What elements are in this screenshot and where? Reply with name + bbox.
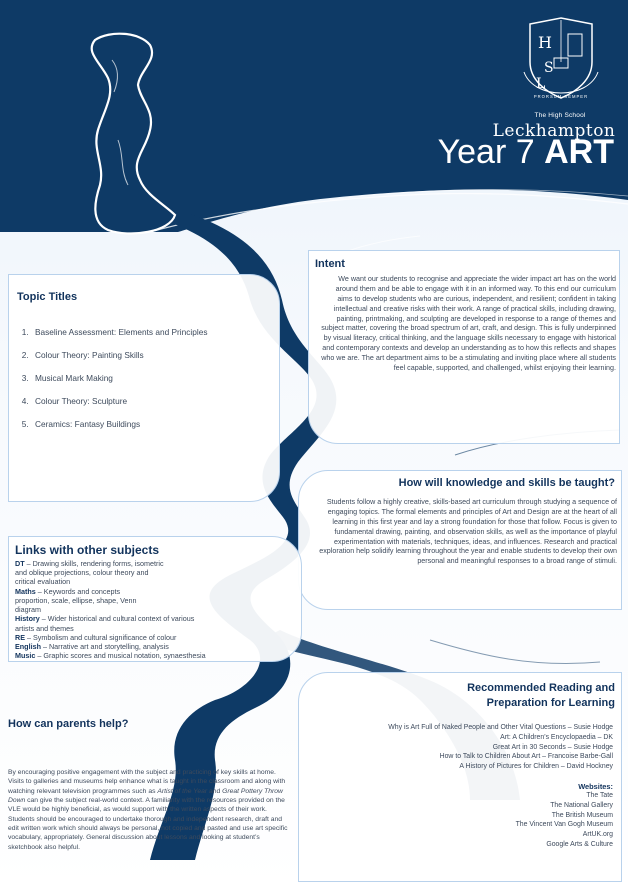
book-item: Art: A Children’s Encyclopaedia – DK xyxy=(500,733,613,741)
link-item: English – Narrative art and storytelling, analysis xyxy=(15,641,169,651)
book-item: A History of Pictures for Children – David Hockney xyxy=(459,763,613,771)
topic-item: 5. Ceramics: Fantasy Buildings xyxy=(31,419,291,429)
book-item: Why is Art Full of Naked People and Other Vital Questions – Susie Hodge xyxy=(388,724,613,731)
website-item: Google Arts & Culture xyxy=(546,840,613,848)
link-item: History – Wider historical and cultural context of various artists and themes xyxy=(15,614,195,633)
reading-title-line2: Preparation for Learning xyxy=(486,696,615,709)
reading-title xyxy=(467,681,615,711)
page-title-subject: ART xyxy=(544,133,614,171)
intent-body: We want our students to recognise and appreciate the wider impact art has on the world around them and be able to engage with it in an informed way. To this end our curriculum aims to develop students who are curious, independent, and resilient; confident in taking intellectual and creative risks with their work. A range of practical skills, including drawing, painting, printmaking, and sculpting are developed in response to a range of themes and subject matter, covering the broad spectrum of art, craft, and design. This is fully underpinned by visual literacy, critical thinking, and the language skills necessary to engage with historical and contemporary contexts and develop an understanding as to how this reflects and shapes who we are. The art department aims to be a stimulating and inviting place where all students feel capable, supported, and challenged, whilst enjoying their learning. xyxy=(321,275,616,372)
reading-title-line1: Recommended Reading and xyxy=(467,682,615,694)
intent-panel xyxy=(308,250,620,444)
page-title-prefix: Year 7 xyxy=(437,133,535,171)
website-item: ArtUK.org xyxy=(582,831,613,839)
reading-list xyxy=(303,723,613,850)
school-name-large: Leckhampton xyxy=(492,121,616,141)
school-name-small: The High School xyxy=(534,112,586,119)
reading-panel xyxy=(298,672,622,882)
book-item: Great Art in 30 Seconds – Susie Hodge xyxy=(492,743,613,751)
topic-list xyxy=(17,327,291,442)
svg-text:H: H xyxy=(538,33,552,52)
parents-body: By encouraging positive engagement with the subject and practicing of key skills at home. Visits to galleries and museums help enhance what is taught in the classroom and along with watching relevant television programmes such as Artist of the Year and Great Pottery Throw Down can give the subject real-world context. A familiarity with the resources provided on the VLE would be highly beneficial, as would support with the written aspects of their work. Students should be encouraged to undertake thorough and independent research, draft and edit written work which should always be personal, not copied and pasted and use art specific vocabulary, appropriately. General discussion about lessons and looking at student’s sketchbook also helpful. xyxy=(8,769,288,851)
website-item: The British Museum xyxy=(551,811,613,819)
website-item: The Tate xyxy=(586,791,613,799)
svg-text:L: L xyxy=(536,76,546,92)
show-artist-of-the-year: Artist of the Year xyxy=(157,787,208,795)
parents-title: How can parents help? xyxy=(8,718,129,730)
website-item: The National Gallery xyxy=(550,801,613,809)
topic-titles-panel xyxy=(8,274,280,502)
topic-item: 1. Baseline Assessment: Elements and Principles xyxy=(31,327,291,337)
link-item: Music – Graphic scores and musical notation, synaesthesia xyxy=(15,651,206,661)
link-item: RE – Symbolism and cultural significance of colour xyxy=(15,632,177,642)
topic-titles-title: Topic Titles xyxy=(17,291,78,303)
taught-body: Students follow a highly creative, skills-based art curriculum through studying a sequence of engaging topics. The formal elements and principles of Art and Design are at the heart of all learning in this first year and lay a strong foundation for those that follow. Focus is given to fundamental drawing, painting, and observation skills, as well as the importance of playful experimentation with materials, techniques, ideas, and influences. Research and practical exploration help solidify learning throughout the year and enable students to develop their own personal and meaningful responses to a broad range of stimuli. xyxy=(319,498,617,566)
links-list xyxy=(15,559,267,660)
taught-title: How will knowledge and skills be taught? xyxy=(398,477,615,489)
taught-panel xyxy=(298,470,622,610)
intent-title: Intent xyxy=(315,258,345,270)
links-title: Links with other subjects xyxy=(15,543,160,557)
website-item: The Vincent Van Gogh Museum xyxy=(515,821,613,829)
link-item: Maths – Keywords and concepts proportion, scale, ellipse, shape, Venn diagram xyxy=(15,586,137,615)
page-title xyxy=(400,133,614,172)
link-item: DT – Drawing skills, rendering forms, isometric and oblique projections, colour theory and critical evaluation xyxy=(15,559,164,587)
svg-text:S: S xyxy=(544,60,554,76)
topic-item: 3. Musical Mark Making xyxy=(31,373,291,383)
book-item: How to Talk to Children About Art – Francoise Barbe-Gall xyxy=(439,753,613,761)
topic-item: 2. Colour Theory: Painting Skills xyxy=(31,350,291,360)
topic-item: 4. Colour Theory: Sculpture xyxy=(31,396,291,406)
show-great-pottery-throw-down: Great Pottery Throw Down xyxy=(8,787,283,804)
links-panel xyxy=(8,536,302,662)
websites-title: Websites: xyxy=(578,781,613,791)
school-motto: PRORSUM SEMPER xyxy=(533,94,589,99)
